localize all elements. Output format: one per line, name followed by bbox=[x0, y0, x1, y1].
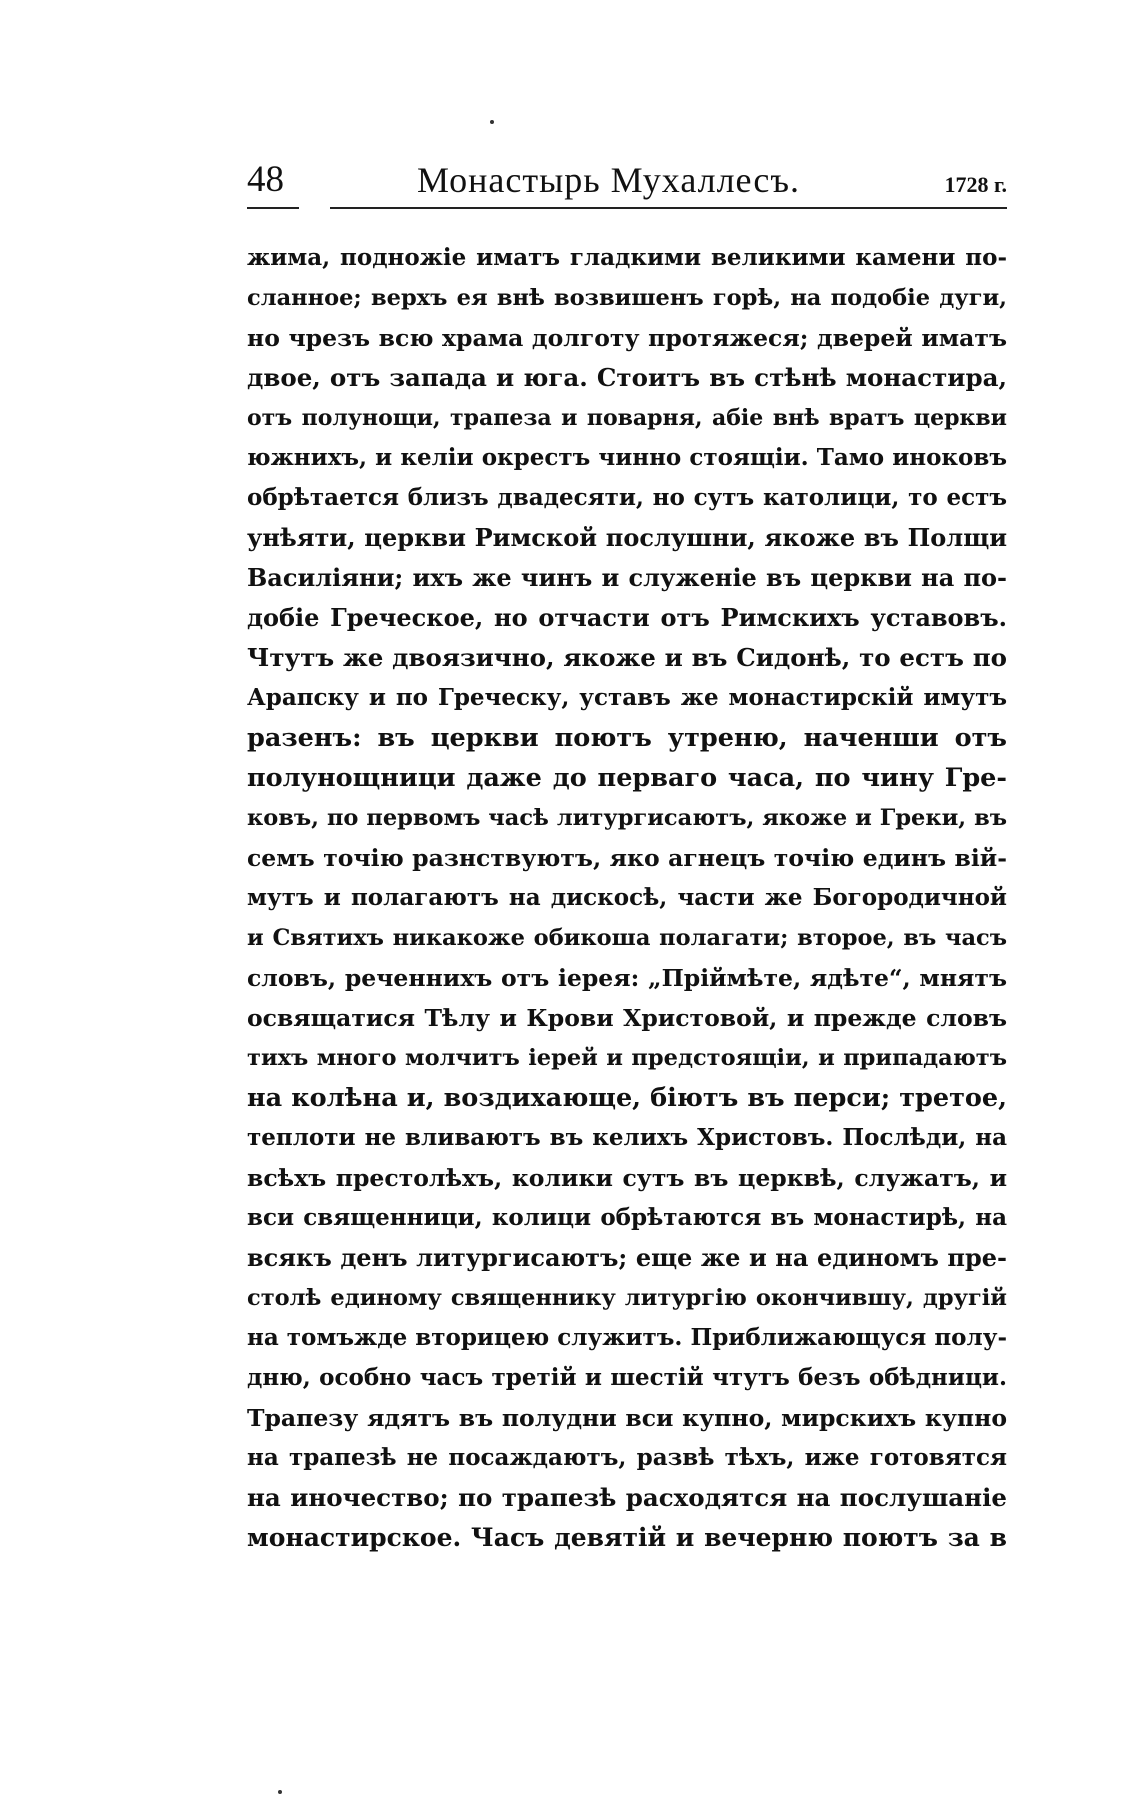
text-line: но чрезъ всю храма долготу протяжеся; дверей иматъ bbox=[247, 324, 1007, 352]
header-rule-left bbox=[247, 207, 299, 209]
text-line: всякъ денъ литургисаютъ; еще же и на единомъ пре- bbox=[247, 1243, 1007, 1272]
text-line: двое, отъ запада и юга. Стоитъ въ стѣнѣ монастира, bbox=[247, 363, 1007, 392]
text-line: мутъ и полагаютъ на дискосѣ, части же Богородичной bbox=[247, 884, 1007, 911]
text-line: на иночество; по трапезѣ расходятся на послушаніе bbox=[247, 1483, 1007, 1512]
text-line: и Святихъ никакоже обикоша полагати; второе, въ часъ bbox=[247, 925, 1007, 951]
running-title: Монастырь Мухаллесъ. bbox=[417, 160, 801, 200]
text-line: семъ точію разнствуютъ, яко агнецъ точію единъ вій- bbox=[247, 844, 1007, 872]
text-line: разенъ: въ церкви поютъ утреню, наченши отъ bbox=[247, 723, 1007, 753]
text-line: на трапезѣ не посаждаютъ, развѣ тѣхъ, иже готовятся bbox=[247, 1444, 1007, 1471]
text-line: Чтутъ же двоязично, якоже и въ Сидонѣ, то естъ по bbox=[247, 643, 1007, 672]
text-line: теплоти не вливаютъ въ келихъ Христовъ. Послѣди, на bbox=[247, 1124, 1007, 1151]
text-line: дню, особно часъ третій и шестій чтутъ безъ обѣдници. bbox=[247, 1364, 1007, 1391]
text-line: Арапску и по Греческу, уставъ же монастирскій имутъ bbox=[247, 684, 1007, 711]
text-line: отъ полунощи, трапеза и поварня, абіе внѣ вратъ церкви bbox=[247, 405, 1007, 431]
text-line: Трапезу ядятъ въ полудни вси купно, мирскихъ купно bbox=[247, 1404, 1007, 1432]
text-line: добіе Греческое, но отчасти отъ Римскихъ уставовъ. bbox=[247, 603, 1007, 632]
page-speck-top bbox=[490, 120, 494, 124]
text-line: тихъ много молчитъ іерей и предстоящіи, и припадаютъ bbox=[247, 1045, 1007, 1071]
text-line: вси священници, колици обрѣтаются въ монастирѣ, на bbox=[247, 1204, 1007, 1231]
text-line: освящатися Тѣлу и Крови Христовой, и прежде словъ bbox=[247, 1004, 1007, 1032]
text-line: монастирское. Часъ девятій и вечерню поютъ за в bbox=[247, 1523, 1007, 1552]
text-line: сланное; верхъ ея внѣ возвишенъ горѣ, на подобіе дуги, bbox=[247, 285, 1007, 311]
text-line: унѣяти, церкви Римской послушни, якоже въ Полщи bbox=[247, 523, 1007, 552]
text-line: на томъжде вторицею служитъ. Приближающуся полу- bbox=[247, 1324, 1007, 1351]
text-line: на колѣна и, воздихающе, біютъ въ перси; третое, bbox=[247, 1083, 1007, 1113]
text-line: всѣхъ престолѣхъ, колики сутъ въ церквѣ, служатъ, и bbox=[247, 1164, 1007, 1192]
running-header bbox=[247, 160, 1007, 210]
header-rule-right bbox=[330, 207, 1007, 209]
text-line: Василіяни; ихъ же чинъ и служеніе въ церкви на по- bbox=[247, 563, 1007, 592]
page-number: 48 bbox=[247, 159, 284, 200]
text-line: южнихъ, и келіи окрестъ чинно стоящіи. Тамо иноковъ bbox=[247, 444, 1007, 471]
text-line: ковъ, по первомъ часѣ литургисаютъ, якоже и Греки, въ bbox=[247, 805, 1007, 831]
body-text bbox=[247, 238, 1007, 1558]
text-line: жима, подножіе иматъ гладкими великими камени по- bbox=[247, 244, 1007, 271]
text-line: полунощници даже до перваго часа, по чину Гре- bbox=[247, 763, 1007, 793]
text-line: словъ, реченнихъ отъ іерея: „Пріймѣте, ядѣте“, мнятъ bbox=[247, 964, 1007, 992]
page-speck-bottom bbox=[278, 1790, 282, 1794]
text-line: столѣ единому священнику литургію окончившу, другій bbox=[247, 1285, 1007, 1311]
text-line: обрѣтается близъ двадесяти, но сутъ католици, то естъ bbox=[247, 484, 1007, 511]
running-year: 1728 г. bbox=[944, 172, 1007, 197]
